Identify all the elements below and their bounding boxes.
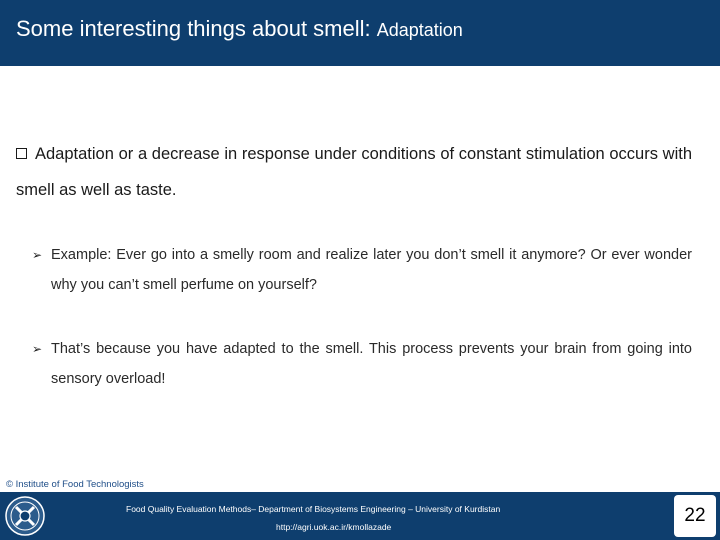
title-bar <box>0 0 720 66</box>
footer-department-text: Food Quality Evaluation Methods– Department of Biosystems Engineering – University of Kurdistan <box>126 504 501 514</box>
slide-title <box>16 16 463 42</box>
sub-bullet-text: Example: Ever go into a smelly room and realize later you don’t smell it anymore? Or ever wonder why you can’t smell perfume on yourself? <box>51 247 692 293</box>
copyright-notice: © Institute of Food Technologists <box>6 479 144 490</box>
square-bullet-icon <box>16 148 27 159</box>
main-bullet <box>16 136 692 208</box>
footer-bar <box>0 492 720 540</box>
slide-title-sub: Adaptation <box>376 20 463 40</box>
sub-bullet-example <box>32 240 692 300</box>
footer-url[interactable]: http://agri.uok.ac.ir/kmollazade <box>276 522 392 532</box>
slide-title-main: Some interesting things about smell: <box>16 16 377 41</box>
arrow-bullet-icon: ➢ <box>32 248 43 262</box>
sub-bullet-text: That’s because you have adapted to the smell. This process prevents your brain from going into sensory overload! <box>51 341 692 387</box>
sub-bullet-explanation <box>32 334 692 394</box>
arrow-bullet-icon: ➢ <box>32 342 43 356</box>
university-logo-icon <box>4 495 46 537</box>
page-number: 22 <box>674 495 716 537</box>
main-bullet-text: Adaptation or a decrease in response under conditions of constant stimulation occurs with smell as well as taste. <box>16 145 692 199</box>
